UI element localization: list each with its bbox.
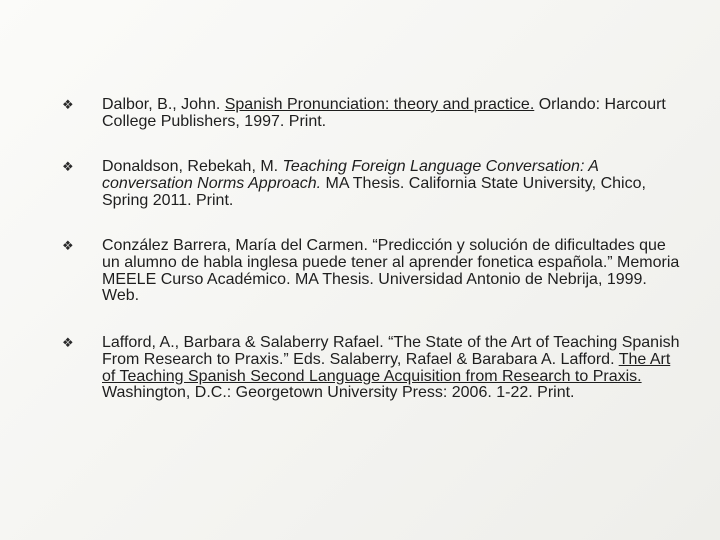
reference-item	[62, 97, 682, 131]
diamond-bullet-icon: ❖	[62, 98, 74, 113]
diamond-bullet-icon: ❖	[62, 239, 74, 254]
reference-text	[102, 159, 682, 209]
reference-author: Dalbor, B., John.	[102, 96, 225, 113]
reference-title: Spanish Pronunciation: theory and practice.	[224, 96, 535, 113]
diamond-bullet-icon: ❖	[62, 336, 74, 351]
reference-text	[102, 97, 682, 131]
reference-publication: Orlando: Harcourt College Publishers, 1997. Print.	[102, 96, 666, 130]
reference-title: The Art of Teaching Spanish Second Language Acquisition from Research to Praxis.	[102, 350, 671, 385]
reference-author: Donaldson, Rebekah, M.	[102, 158, 283, 175]
reference-publication: MA Thesis. California State University, Chico, Spring 2011. Print.	[102, 174, 646, 209]
reference-item	[62, 238, 682, 305]
reference-citation: Conzález Barrera, María del Carmen. “Predicción y solución de dificultades que un alumno de habla inglesa puede tener al aprender fonetica española.” Memoria MEELE Curso Académico. MA Thesis. Universidad Antonio de Nebrija, 1999. Web.	[102, 237, 680, 305]
reference-author: Lafford, A., Barbara & Salaberry Rafael. “The State of the Art of Teaching Spanish From Research to Praxis.” Eds. Salaberry, Rafael & Barabara A. Lafford.	[102, 334, 680, 368]
reference-publication: Washington, D.C.: Georgetown University Press: 2006. 1-22. Print.	[102, 384, 575, 402]
diamond-bullet-icon: ❖	[62, 160, 74, 175]
reference-item	[62, 159, 682, 209]
reference-text	[102, 335, 682, 402]
reference-text	[102, 238, 682, 305]
reference-title: Teaching Foreign Language Conversation: A conversation Norms Approach.	[102, 158, 599, 192]
reference-item	[62, 335, 682, 402]
